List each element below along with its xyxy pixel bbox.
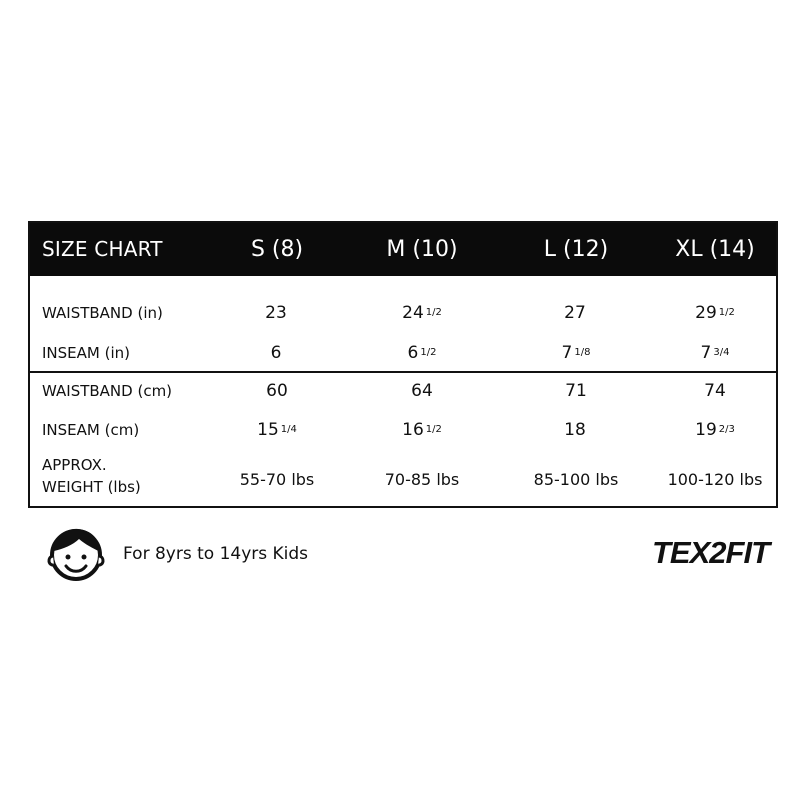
value-whole: 29 <box>695 303 717 323</box>
cell-l: 85-100 lbs <box>533 470 619 489</box>
cell-s <box>207 372 347 410</box>
cell-xl <box>645 334 785 372</box>
value-fraction: 1/2 <box>425 307 442 318</box>
age-range-note: For 8yrs to 14yrs Kids <box>123 544 309 564</box>
value-fraction: 1/2 <box>425 424 442 435</box>
cell-m: 70-85 lbs <box>384 470 460 489</box>
value-fraction: 1/2 <box>420 347 437 358</box>
value-fraction: 1/4 <box>280 424 297 435</box>
kid-face-icon <box>44 521 108 585</box>
cell-xl <box>645 294 785 332</box>
value-whole: 23 <box>265 303 287 323</box>
row-approx-weight <box>30 451 776 509</box>
row-inseam-in <box>30 334 776 372</box>
cell-s <box>207 294 347 332</box>
value-whole: 71 <box>565 381 587 401</box>
size-chart-table <box>28 221 778 508</box>
row-label: INSEAM (cm) <box>42 421 140 439</box>
value-whole: 74 <box>704 381 726 401</box>
row-inseam-cm <box>30 411 776 449</box>
value-fraction: 1/8 <box>574 347 591 358</box>
row-waistband-cm <box>30 372 776 410</box>
value-fraction: 3/4 <box>713 347 730 358</box>
value-whole: 27 <box>564 303 586 323</box>
row-waistband-in <box>30 294 776 332</box>
cell-s <box>207 334 347 372</box>
value-whole: 15 <box>257 420 279 440</box>
value-fraction: 1/2 <box>718 307 735 318</box>
cell-xl: 100-120 lbs <box>667 470 763 489</box>
weight-label-line-1: APPROX. <box>42 456 107 474</box>
weight-label-line-2: WEIGHT (lbs) <box>42 478 141 496</box>
cell-l <box>506 294 646 332</box>
value-whole: 6 <box>270 343 282 363</box>
size-header-s: S (8) <box>250 237 304 262</box>
cell-xl <box>645 411 785 449</box>
value-whole: 24 <box>402 303 424 323</box>
cell-s: 55-70 lbs <box>239 470 315 489</box>
size-header-xl: XL (14) <box>675 237 755 262</box>
value-whole: 7 <box>700 343 712 363</box>
row-label: INSEAM (in) <box>42 344 130 362</box>
size-header-l: L (12) <box>543 237 609 262</box>
value-whole: 16 <box>402 420 424 440</box>
row-label: WAISTBAND (in) <box>42 304 163 322</box>
value-whole: 19 <box>695 420 717 440</box>
cell-l <box>506 334 646 372</box>
cell-xl <box>645 372 785 410</box>
value-whole: 60 <box>266 381 288 401</box>
row-label: WAISTBAND (cm) <box>42 382 173 400</box>
cell-m <box>352 294 492 332</box>
brand-logo: TEX2FIT <box>651 535 769 570</box>
value-whole: 6 <box>407 343 419 363</box>
cell-m <box>352 334 492 372</box>
value-fraction: 2/3 <box>718 424 735 435</box>
value-whole: 7 <box>561 343 573 363</box>
cell-s <box>207 411 347 449</box>
size-header-m: M (10) <box>386 237 458 262</box>
value-whole: 64 <box>411 381 433 401</box>
size-chart-title: SIZE CHART <box>42 237 163 261</box>
value-whole: 18 <box>564 420 586 440</box>
cell-l <box>506 372 646 410</box>
cell-l <box>506 411 646 449</box>
row-label <box>42 454 141 498</box>
cell-m <box>352 372 492 410</box>
cell-m <box>352 411 492 449</box>
size-chart-header <box>30 223 776 276</box>
